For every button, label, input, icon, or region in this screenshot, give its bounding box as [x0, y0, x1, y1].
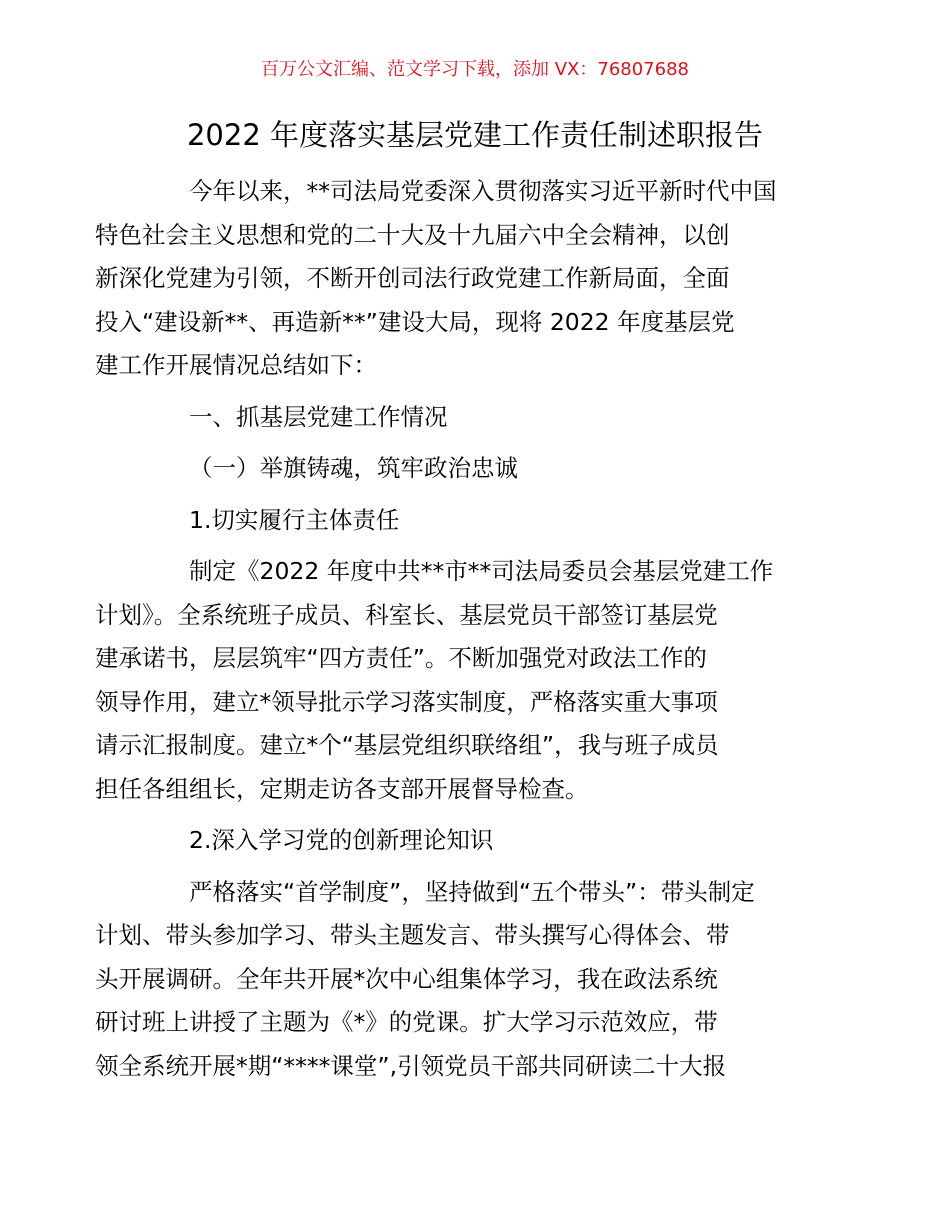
- paragraph-intro: [95, 170, 810, 388]
- text-line: 建工作开展情况总结如下：: [95, 351, 377, 379]
- text-line: 建承诺书，层层筑牢“四方责任”。不断加强党对政法工作的: [95, 644, 707, 672]
- text-line: 计划》。全系统班子成员、科室长、基层党员干部签订基层党: [95, 600, 718, 629]
- paragraph-body: [95, 550, 810, 811]
- text-line: 领全系统开展*期“****课堂”,引领党员干部共同研读二十大报: [95, 1051, 727, 1080]
- section-heading: [142, 396, 810, 440]
- text-line: 计划、带头参加学习、带头主题发言、带头撰写心得体会、带: [95, 921, 730, 949]
- text-line: 一、抓基层党建工作情况: [189, 402, 448, 431]
- watermark-header: 百万公文汇编、范文学习下载，添加 VX：76807688: [261, 59, 689, 80]
- text-line: 请示汇报制度。建立*个“基层党组织联络组”，我与班子成员: [95, 731, 719, 759]
- text-line: 头开展调研。全年共开展*次中心组集体学习，我在政法系统: [95, 964, 718, 993]
- text-line: 新深化党建为引领，不断开创司法行政党建工作新局面，全面: [95, 264, 730, 292]
- text-line: 特色社会主义思想和党的二十大及十九届六中全会精神，以创: [95, 220, 730, 249]
- subsection-heading: [142, 447, 810, 491]
- text-line: 投入“建设新**、再造新**”建设大局，现将 2022 年度基层党: [95, 307, 735, 336]
- item-heading: [142, 819, 810, 863]
- text-line: 严格落实“首学制度”，坚持做到“五个带头”：带头制定: [189, 877, 755, 906]
- text-line: 研讨班上讲授了主题为《*》的党课。扩大学习示范效应，带: [95, 1008, 718, 1036]
- text-line: 2.深入学习党的创新理论知识: [189, 826, 494, 854]
- text-line: 1.切实履行主体责任: [189, 505, 400, 534]
- text-line: 制定《2022 年度中共**市**司法局委员会基层党建工作: [189, 557, 774, 585]
- document-title: 2022 年度落实基层党建工作责任制述职报告: [186, 118, 764, 152]
- text-line: 领导作用，建立*领导批示学习落实制度，严格落实重大事项: [95, 687, 718, 716]
- text-line: 今年以来，**司法局党委深入贯彻落实习近平新时代中国: [189, 177, 777, 205]
- text-line: 担任各组组长，定期走访各支部开展督导检查。: [95, 774, 589, 803]
- item-heading: [142, 499, 810, 543]
- document-body: [95, 170, 810, 1088]
- text-line: （一）举旗铸魂，筑牢政治忠诚: [189, 454, 518, 482]
- paragraph-body: [95, 871, 810, 1089]
